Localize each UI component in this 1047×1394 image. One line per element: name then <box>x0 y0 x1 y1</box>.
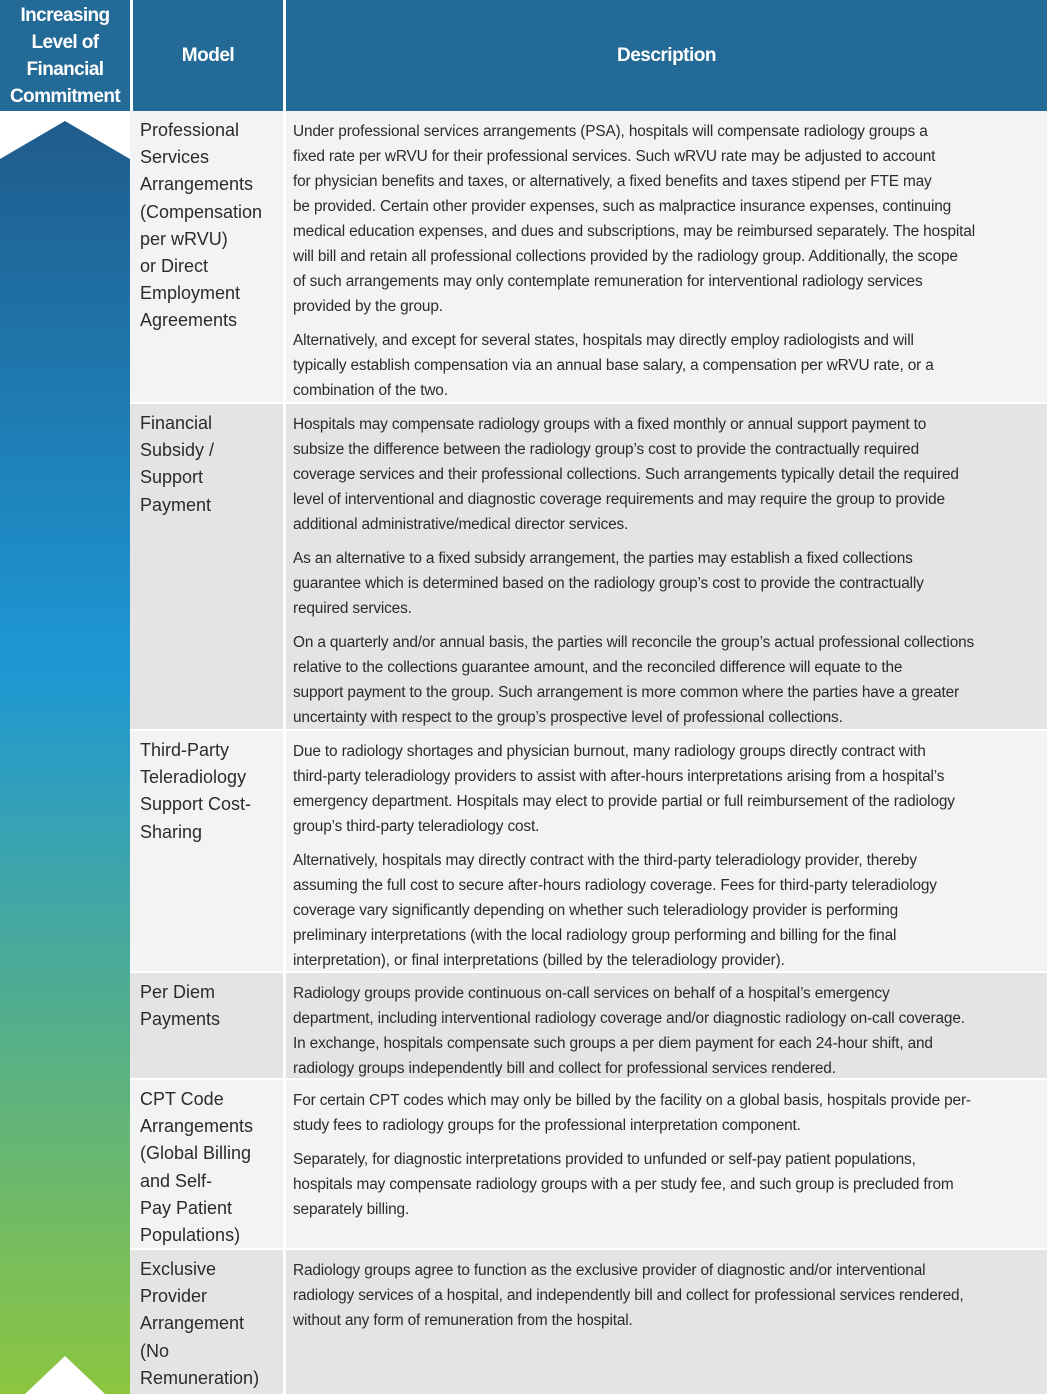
description-paragraph <box>293 1147 1047 1222</box>
model-line: Payment <box>140 494 212 515</box>
description-line: provided by the group. <box>293 298 443 315</box>
description-line: group’s third-party teleradiology cost. <box>293 818 540 835</box>
model-line: per wRVU) <box>140 228 228 249</box>
table-row <box>130 111 1047 403</box>
header-model-cell <box>133 0 283 111</box>
description-line: radiology groups independently bill and collect for professional services rendered. <box>293 1060 836 1077</box>
model-cell <box>133 404 283 730</box>
description-line: As an alternative to a fixed subsidy arrangement, the parties may establish a fixed collections <box>293 550 913 567</box>
model-line: Agreements <box>140 310 238 331</box>
description-cell <box>293 412 1047 739</box>
header-commitment-line: Increasing <box>20 4 110 26</box>
column-divider <box>283 404 286 730</box>
description-line: level of interventional and diagnostic coverage requirements and may require the group to provide <box>293 491 945 508</box>
model-line: and Self- <box>140 1170 213 1191</box>
description-paragraph <box>293 848 1047 973</box>
description-line: additional administrative/medical director services. <box>293 516 629 533</box>
description-line: Separately, for diagnostic interpretations provided to unfunded or self-pay patient populations, <box>293 1151 916 1168</box>
model-line: Subsidy / <box>140 440 215 461</box>
header-commitment-line: Level of <box>31 31 99 53</box>
model-line: Remuneration) <box>140 1367 260 1388</box>
description-line: Hospitals may compensate radiology groups with a fixed monthly or annual support payment to <box>293 416 927 433</box>
model-line: Teleradiology <box>140 767 247 788</box>
table-row <box>130 1250 1047 1394</box>
description-line: Alternatively, hospitals may directly contract with the third-party teleradiology provider, thereby <box>293 852 917 869</box>
description-line: Due to radiology shortages and physician burnout, many radiology groups directly contract with <box>293 743 926 760</box>
description-line: subsize the difference between the radiology group’s cost to provide the contractually required <box>293 441 919 458</box>
description-paragraph <box>293 739 1047 839</box>
description-line: Radiology groups agree to function as the exclusive provider of diagnostic and/or interventional <box>293 1262 926 1279</box>
description-line: uncertainty with respect to the group’s prospective level of professional collections. <box>293 709 843 726</box>
description-line: separately billing. <box>293 1201 410 1218</box>
model-line: (Global Billing <box>140 1143 252 1164</box>
model-line: Third-Party <box>140 740 230 760</box>
table-row <box>130 404 1047 730</box>
model-line: Arrangements <box>140 1116 254 1137</box>
description-line: medical education expenses, and dues and subscriptions, may be reimbursed separately. The hospital <box>293 223 975 240</box>
description-line: Alternatively, and except for several states, hospitals may directly employ radiologists and will <box>293 332 914 349</box>
model-line: (No <box>140 1340 170 1361</box>
description-line: guarantee which is determined based on the radiology group’s cost to provide the contractually <box>293 575 924 592</box>
header-description-cell <box>286 0 1047 111</box>
header-commitment-line: Financial <box>26 58 104 80</box>
description-paragraph <box>293 630 1047 730</box>
description-cell <box>293 739 1047 982</box>
header-commitment-line: Commitment <box>9 85 121 107</box>
model-line: Employment <box>140 283 241 304</box>
description-line: for physician benefits and taxes, or alternatively, a fixed benefits and taxes stipend per FTE may <box>293 173 932 190</box>
description-line: support payment to the group. Such arrangement is more common where the parties have a greater <box>293 684 960 701</box>
description-paragraph <box>293 412 1047 537</box>
description-line: preliminary interpretations (with the local radiology group performing and billing for the final <box>293 927 897 944</box>
model-line: Professional <box>140 120 240 140</box>
model-cell <box>133 1250 283 1394</box>
description-line: Radiology groups provide continuous on-call services on behalf of a hospital’s emergency <box>293 985 890 1002</box>
description-line: required services. <box>293 600 412 617</box>
model-line: Arrangement <box>140 1313 245 1334</box>
model-line: Pay Patient <box>140 1197 233 1218</box>
description-paragraph <box>293 1088 1047 1138</box>
model-cell <box>133 1080 283 1249</box>
description-line: coverage vary significantly depending on whether such teleradiology provider is performing <box>293 902 899 919</box>
model-line: Financial <box>140 413 213 433</box>
description-paragraph <box>293 981 1047 1081</box>
description-line: typically establish compensation via an annual base salary, a compensation per wRVU rate, or a <box>293 357 934 374</box>
description-paragraph <box>293 119 1047 319</box>
description-line: be provided. Certain other provider expenses, such as malpractice insurance expenses, continuing <box>293 198 952 215</box>
model-line: Provider <box>140 1286 208 1307</box>
model-line: or Direct <box>140 256 209 277</box>
model-line: Support <box>140 467 204 488</box>
column-divider <box>283 973 286 1079</box>
table-row <box>130 1080 1047 1249</box>
model-line: Services <box>140 147 210 168</box>
model-line: Arrangements <box>140 174 254 195</box>
description-line: study fees to radiology groups for the professional interpretation component. <box>293 1117 801 1134</box>
commitment-arrow-shape <box>0 121 130 1394</box>
table-row <box>130 731 1047 972</box>
column-divider <box>283 1250 286 1394</box>
description-line: On a quarterly and/or annual basis, the parties will reconcile the group’s actual professional collections <box>293 634 975 651</box>
header-commitment-cell <box>0 0 130 111</box>
description-paragraph <box>293 1258 1047 1333</box>
description-cell <box>293 119 1047 412</box>
model-line: CPT Code <box>140 1089 224 1109</box>
model-line: Populations) <box>140 1225 241 1246</box>
commitment-arrow <box>0 121 130 1394</box>
description-cell <box>293 981 1047 1090</box>
description-line: combination of the two. <box>293 382 448 399</box>
model-cell <box>133 973 283 1079</box>
description-line: relative to the collections guarantee amount, and the reconciled difference will equate to the <box>293 659 903 676</box>
description-line: In exchange, hospitals compensate such groups a per diem payment for each 24-hour shift, and <box>293 1035 933 1052</box>
description-line: third-party teleradiology providers to assist with after-hours interpretations arising from a hospital’s <box>293 768 945 785</box>
description-line: hospitals may compensate radiology groups with a per study fee, and such group is precluded from <box>293 1176 954 1193</box>
header-description-label: Description <box>616 44 717 66</box>
model-line: Sharing <box>140 821 203 842</box>
description-line: coverage services and their professional collections. Such arrangements typically detail the required <box>293 466 959 483</box>
model-cell <box>133 111 283 403</box>
description-line: For certain CPT codes which may only be billed by the facility on a global basis, hospitals provide per- <box>293 1092 971 1109</box>
column-divider <box>283 111 286 403</box>
model-line: Support Cost- <box>140 794 252 815</box>
description-line: emergency department. Hospitals may elect to provide partial or full reimbursement of the radiology <box>293 793 955 810</box>
model-line: Payments <box>140 1009 221 1030</box>
description-line: Under professional services arrangements (PSA), hospitals will compensate radiology groups a <box>293 123 928 140</box>
model-cell <box>133 731 283 972</box>
description-line: radiology services of a hospital, and independently bill and collect for professional services rendered, <box>293 1287 964 1304</box>
description-line: assuming the full cost to secure after-hours radiology coverage. Fees for third-party teleradiology <box>293 877 937 894</box>
description-cell <box>293 1258 1047 1342</box>
description-line: fixed rate per wRVU for their professional services. Such wRVU rate may be adjusted to account <box>293 148 936 165</box>
model-line: Exclusive <box>140 1259 217 1279</box>
model-line: (Compensation <box>140 201 263 222</box>
column-divider <box>283 731 286 972</box>
description-line: without any form of remuneration from the hospital. <box>293 1312 633 1329</box>
description-paragraph <box>293 546 1047 621</box>
description-line: department, including interventional radiology coverage and/or diagnostic radiology on-call coverage. <box>293 1010 965 1027</box>
description-line: will bill and retain all professional collections provided by the radiology group. Additionally, the scope <box>293 248 958 265</box>
table-row <box>130 973 1047 1079</box>
description-line: of such arrangements may only contemplate remuneration for interventional radiology services <box>293 273 923 290</box>
description-line: interpretation), or final interpretations (billed by the teleradiology provider). <box>293 952 785 969</box>
header-model-label: Model <box>181 44 235 66</box>
model-line: Per Diem <box>140 982 216 1002</box>
description-cell <box>293 1088 1047 1231</box>
column-divider <box>283 1080 286 1249</box>
description-paragraph <box>293 328 1047 403</box>
